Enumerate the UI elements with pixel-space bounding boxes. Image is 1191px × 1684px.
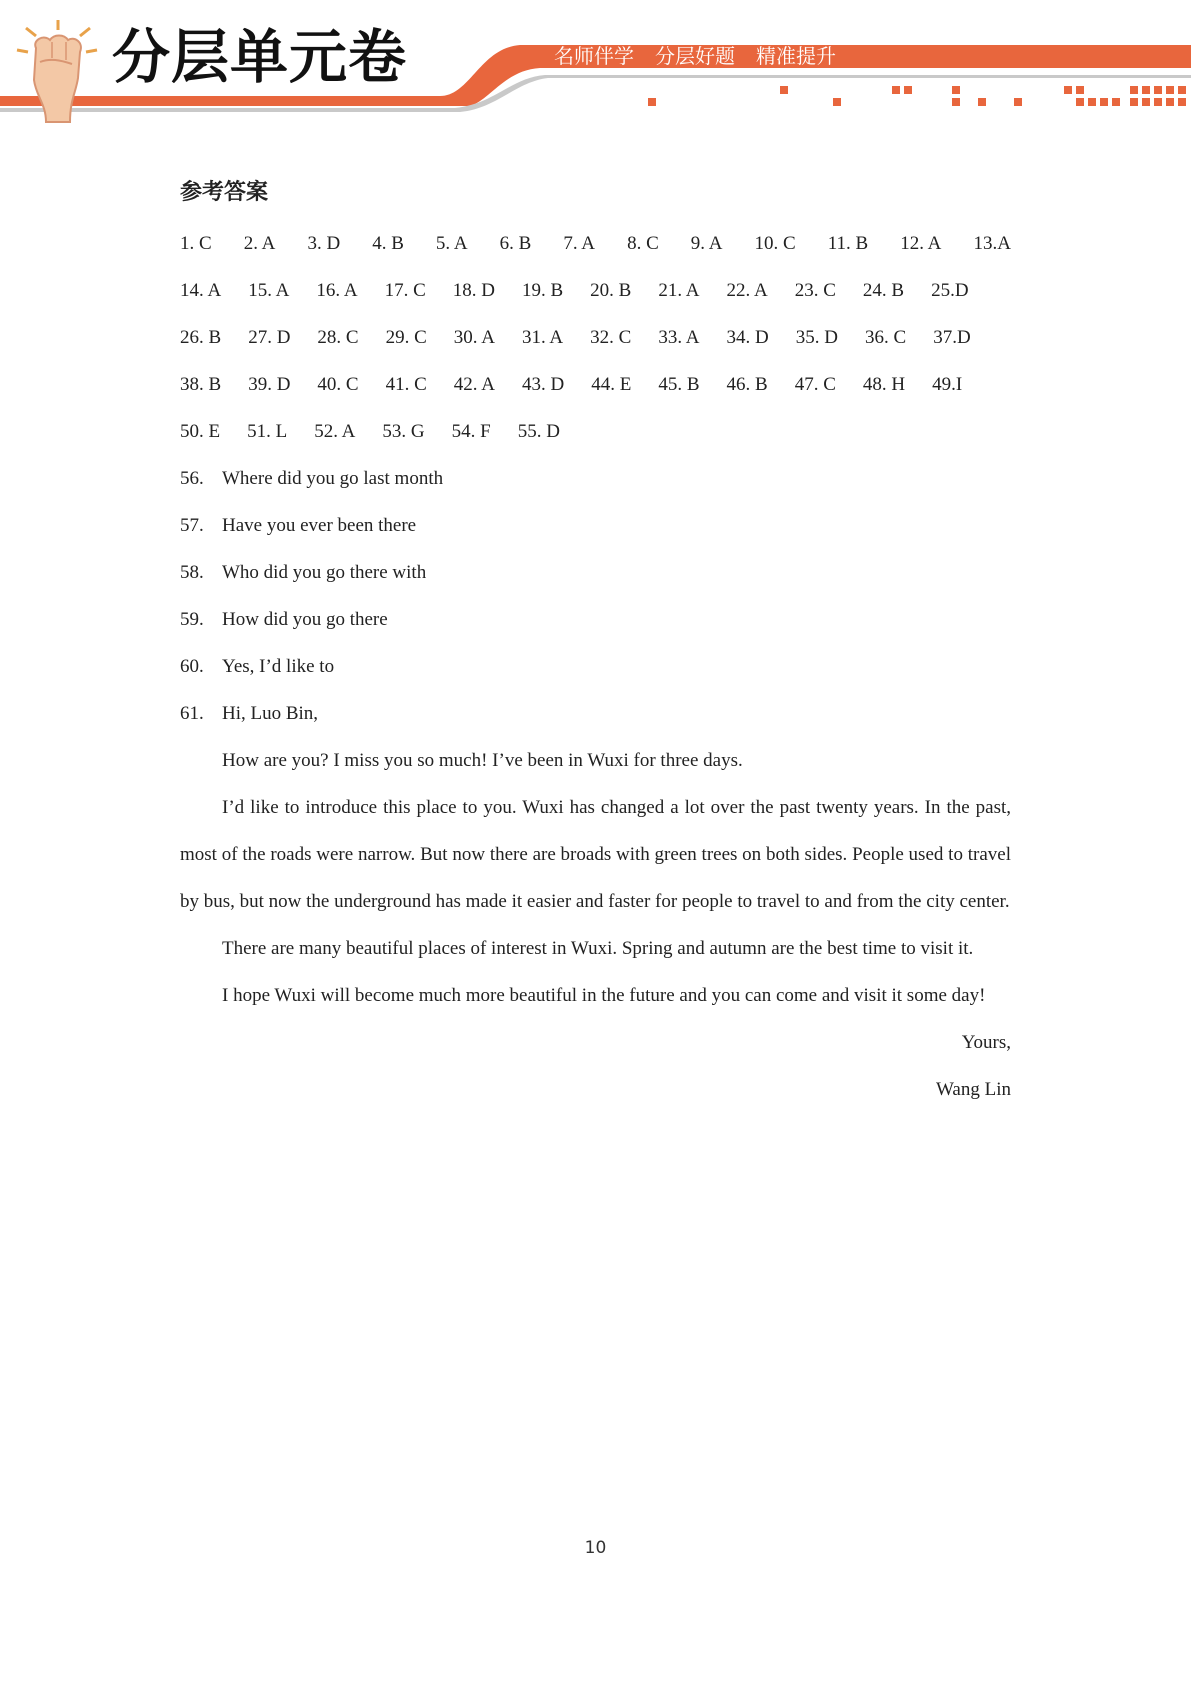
- brand-title: 分层单元卷: [112, 23, 408, 91]
- sentence-text: Who did you go there with: [222, 562, 427, 583]
- question-number: 57.: [180, 515, 204, 536]
- answer-row: [180, 314, 1011, 361]
- answer-key: [180, 175, 1011, 1113]
- answer-item: 2. A: [243, 233, 276, 254]
- answer-item: 52. A: [314, 421, 356, 442]
- sentence-answer: [180, 455, 1011, 502]
- raised-fist-icon: [17, 20, 97, 122]
- question-number: 59.: [180, 609, 204, 630]
- answer-item: 4. B: [372, 233, 404, 254]
- answer-item: 3. D: [307, 233, 341, 254]
- answer-item: 50. E: [180, 421, 221, 442]
- answer-item: 38. B: [180, 374, 222, 395]
- essay-greeting: Hi, Luo Bin,: [222, 703, 319, 724]
- question-number: 56.: [180, 468, 204, 489]
- answer-item: 40. C: [317, 374, 359, 395]
- answer-row: [180, 220, 1011, 267]
- essay-body: [180, 737, 1011, 1019]
- essay-paragraph: How are you? I miss you so much! I’ve been in Wuxi for three days.: [222, 750, 743, 771]
- answer-item: 21. A: [658, 280, 700, 301]
- section-title: 参考答案: [180, 180, 269, 205]
- answer-item: 19. B: [521, 280, 564, 301]
- answer-item: 9. A: [690, 233, 723, 254]
- answer-item: 1. C: [180, 233, 212, 254]
- essay-greeting-line: [180, 690, 1011, 737]
- answer-item: 29. C: [385, 327, 427, 348]
- answer-item: 15. A: [248, 280, 290, 301]
- essay-paragraph: There are many beautiful places of interest in Wuxi. Spring and autumn are the best time to visit it.: [222, 938, 974, 959]
- answer-item: 53. G: [382, 421, 425, 442]
- sentence-answer: [180, 549, 1011, 596]
- answer-item: 43. D: [521, 374, 565, 395]
- answer-item: 7. A: [563, 233, 596, 254]
- sentence-text: Yes, I’d like to: [222, 656, 335, 677]
- slogan-3: 精准提升: [756, 44, 836, 68]
- answer-item: 42. A: [453, 374, 495, 395]
- essay-signature: Wang Lin: [936, 1079, 1011, 1100]
- answer-item: 13.A: [973, 233, 1011, 254]
- answer-item: 48. H: [862, 374, 906, 395]
- answer-item: 45. B: [658, 374, 700, 395]
- slogan-1: 名师伴学: [554, 44, 634, 68]
- answer-item: 33. A: [658, 327, 700, 348]
- answer-item: 35. D: [795, 327, 839, 348]
- essay-paragraph: I hope Wuxi will become much more beautiful in the future and you can come and visit it some day!: [222, 985, 986, 1006]
- answer-item: 44. E: [591, 374, 632, 395]
- answer-item: 14. A: [180, 280, 222, 301]
- answer-item: 25.D: [931, 280, 969, 301]
- answer-item: 11. B: [827, 233, 869, 254]
- answer-item: 37.D: [933, 327, 971, 348]
- answer-item: 22. A: [726, 280, 768, 301]
- answer-item: 27. D: [248, 327, 291, 348]
- essay-closing: Yours,: [961, 1032, 1011, 1053]
- essay-paragraph: I’d like to introduce this place to you. Wuxi has changed a lot over the past twenty years. In the past, most of the roads were narrow. But now there are broads with green trees on both sides. People used to travel by bus, but now the underground has made it easier and faster for people to travel to and from the city center.: [180, 797, 1011, 912]
- answer-item: 5. A: [435, 233, 468, 254]
- answer-item: 32. C: [590, 327, 632, 348]
- answer-item: 34. D: [726, 327, 769, 348]
- answer-item: 17. C: [384, 280, 426, 301]
- answer-item: 18. D: [452, 280, 495, 301]
- answer-item: 16. A: [316, 280, 358, 301]
- sentence-answers: [180, 455, 1011, 690]
- answer-item: 23. C: [794, 280, 836, 301]
- answer-item: 6. B: [499, 233, 532, 254]
- slogan-2: 分层好题: [655, 44, 735, 68]
- answer-item: 36. C: [865, 327, 907, 348]
- answer-row: [180, 361, 1011, 408]
- page-number: 10: [584, 1538, 607, 1558]
- sentence-text: How did you go there: [222, 609, 388, 630]
- answer-item: 28. C: [317, 327, 359, 348]
- sentence-answer: [180, 596, 1011, 643]
- answer-item: 47. C: [794, 374, 836, 395]
- answer-item: 31. A: [521, 327, 564, 348]
- page-header: [0, 0, 1191, 130]
- answer-item: 46. B: [726, 374, 768, 395]
- answer-item: 30. A: [453, 327, 495, 348]
- answer-item: 51. L: [247, 421, 288, 442]
- answer-item: 12. A: [900, 233, 942, 254]
- answer-row: [180, 408, 1011, 455]
- answer-item: 55. D: [517, 421, 560, 442]
- answer-grid: [180, 220, 1011, 455]
- answer-item: 41. C: [385, 374, 427, 395]
- answer-item: 49.I: [932, 374, 963, 395]
- decorative-squares: [648, 86, 1186, 106]
- essay-number: 61.: [180, 703, 204, 724]
- answer-item: 26. B: [180, 327, 222, 348]
- answer-item: 24. B: [862, 280, 905, 301]
- sentence-answer: [180, 643, 1011, 690]
- answer-item: 54. F: [451, 421, 491, 442]
- answer-row: [180, 267, 1011, 314]
- sentence-text: Have you ever been there: [222, 515, 417, 536]
- answer-item: 20. B: [590, 280, 632, 301]
- answer-item: 8. C: [627, 233, 659, 254]
- sentence-answer: [180, 502, 1011, 549]
- question-number: 60.: [180, 656, 204, 677]
- question-number: 58.: [180, 562, 204, 583]
- answer-item: 10. C: [754, 233, 796, 254]
- answer-item: 39. D: [248, 374, 291, 395]
- sentence-text: Where did you go last month: [222, 468, 444, 489]
